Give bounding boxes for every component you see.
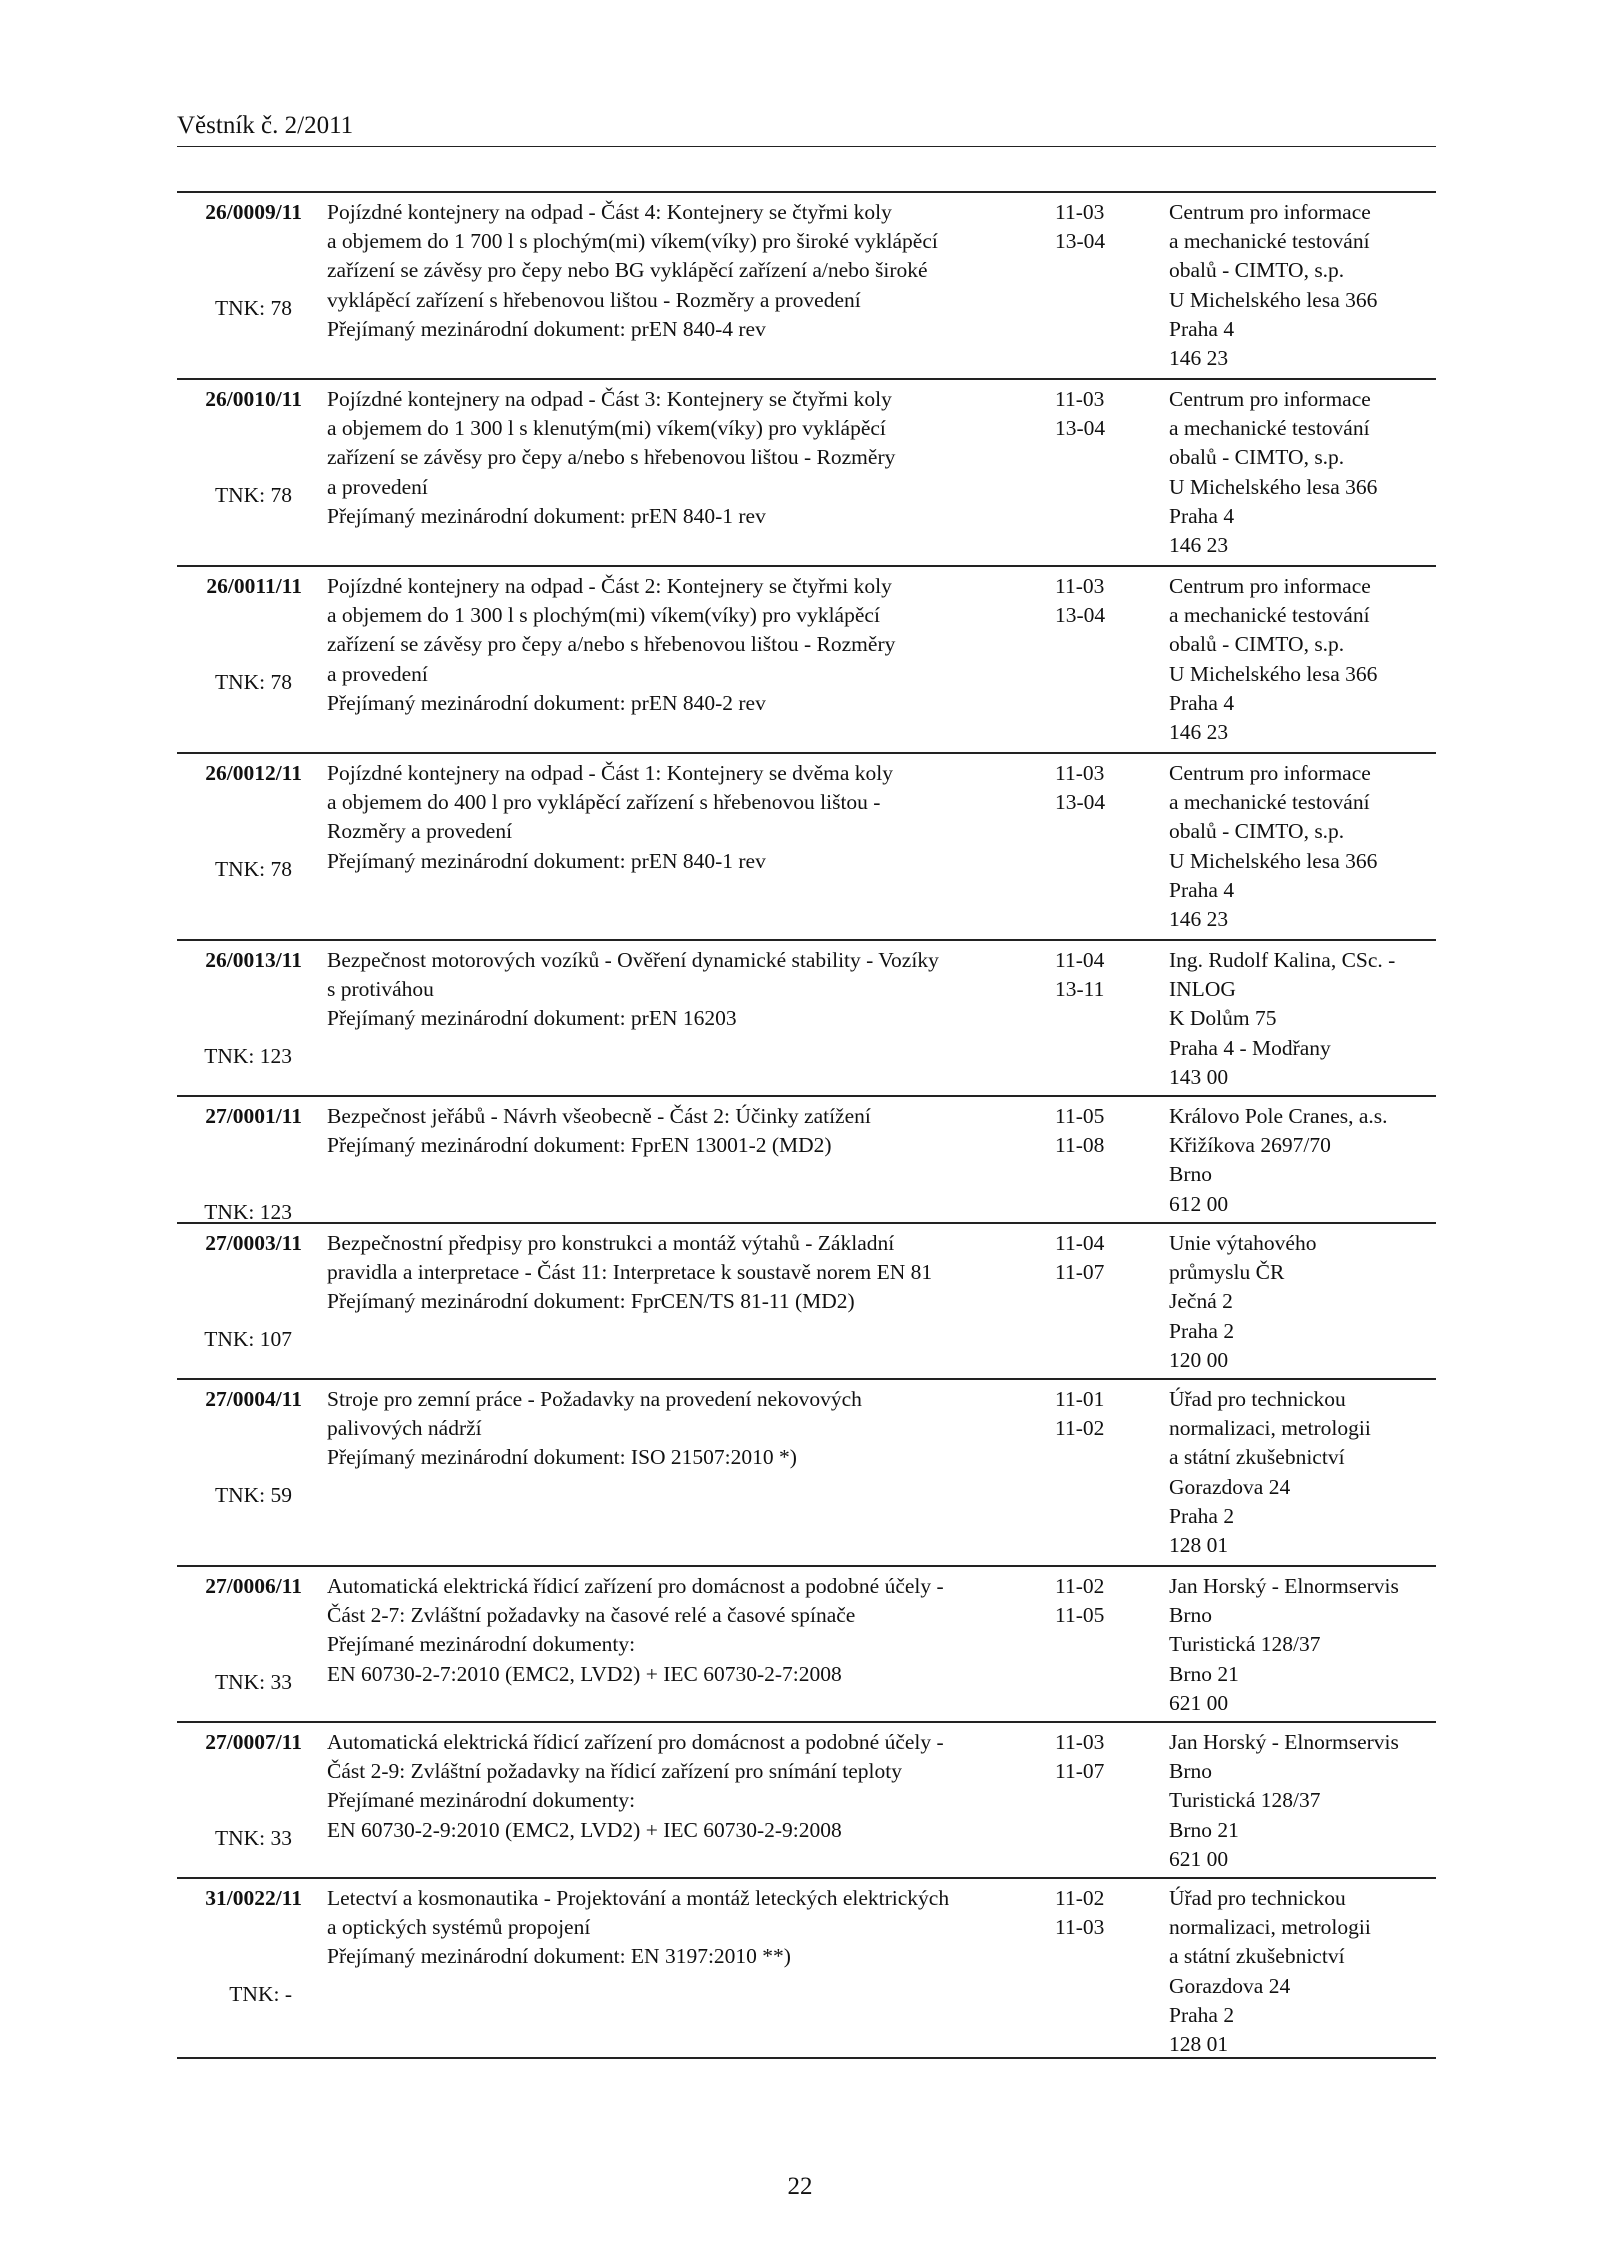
address-line: U Michelského lesa 366 — [1169, 661, 1378, 686]
tnk-label: TNK: 78 — [214, 857, 292, 881]
title-line: a provedení — [327, 661, 428, 686]
address-line: Brno — [1169, 1162, 1212, 1187]
date-code: 13-04 — [1055, 603, 1106, 628]
address-line: 120 00 — [1169, 1347, 1229, 1372]
entry-number: 26/0009/11 — [205, 200, 302, 224]
title-line: Přejímané mezinárodní dokumenty: — [327, 1788, 636, 1813]
entry-title — [327, 946, 939, 1034]
date-code: 11-04 — [1055, 1231, 1105, 1255]
address-line: 621 00 — [1169, 1846, 1229, 1871]
address-line: 146 23 — [1169, 906, 1229, 931]
page-number: 22 — [787, 2173, 813, 2200]
address-line: obalů - CIMTO, s.p. — [1169, 445, 1345, 470]
address-line: Centrum pro informace — [1169, 387, 1371, 411]
processor-address — [1169, 572, 1439, 747]
address-line: Gorazdova 24 — [1169, 1474, 1291, 1499]
standard-entry — [177, 1097, 1436, 1224]
address-line: Ječná 2 — [1169, 1289, 1233, 1314]
tnk-label: TNK: 33 — [214, 1826, 292, 1850]
processor-address — [1169, 946, 1439, 1092]
title-line: Automatická elektrická řídicí zařízení pro domácnost a podobné účely - — [327, 1730, 944, 1754]
address-line: Praha 2 — [1169, 1503, 1235, 1528]
processor-address — [1169, 385, 1439, 560]
standard-entry — [177, 1224, 1436, 1380]
address-line: Úřad pro technickou — [1169, 1886, 1346, 1910]
title-line: Bezpečnostní předpisy pro konstrukci a montáž výtahů - Základní — [327, 1231, 895, 1255]
entry-dates — [1055, 946, 1125, 1004]
entry-number: 27/0001/11 — [205, 1104, 302, 1128]
processor-address — [1169, 1385, 1439, 1560]
address-line: a státní zkušebnictví — [1169, 1445, 1345, 1470]
entry-title — [327, 1572, 944, 1689]
title-line: Přejímaný mezinárodní dokument: prEN 840-1 rev — [327, 848, 766, 873]
address-line: 146 23 — [1169, 532, 1229, 557]
address-line: 612 00 — [1169, 1191, 1229, 1216]
address-line: Brno — [1169, 1603, 1212, 1628]
entry-title — [327, 1385, 887, 1473]
entry-number: 27/0007/11 — [205, 1730, 302, 1754]
date-code: 11-03 — [1055, 200, 1105, 224]
date-code: 11-07 — [1055, 1759, 1105, 1784]
title-line: EN 60730-2-7:2010 (EMC2, LVD2) + IEC 60730-2-7:2008 — [327, 1661, 842, 1686]
title-line: Přejímaný mezinárodní dokument: FprEN 13001-2 (MD2) — [327, 1133, 832, 1158]
title-line: a objemem do 1 300 l s plochým(mi) víkem(víky) pro vyklápěcí — [327, 603, 880, 628]
processor-address — [1169, 759, 1439, 934]
tnk-label: TNK: 123 — [204, 1200, 292, 1224]
address-line: Praha 4 — [1169, 503, 1235, 528]
address-line: obalů - CIMTO, s.p. — [1169, 258, 1345, 283]
standard-entry — [177, 1380, 1436, 1567]
date-code: 11-03 — [1055, 761, 1105, 785]
title-line: Přejímaný mezinárodní dokument: ISO 21507:2010 *) — [327, 1445, 797, 1470]
title-line: Přejímaný mezinárodní dokument: prEN 840-1 rev — [327, 503, 766, 528]
address-line: Brno 21 — [1169, 1817, 1239, 1842]
title-line: EN 60730-2-9:2010 (EMC2, LVD2) + IEC 60730-2-9:2008 — [327, 1817, 842, 1842]
date-code: 11-02 — [1055, 1574, 1105, 1598]
address-line: Brno 21 — [1169, 1661, 1239, 1686]
address-line: a mechanické testování — [1169, 790, 1370, 815]
address-line: obalů - CIMTO, s.p. — [1169, 819, 1345, 844]
standard-entry — [177, 941, 1436, 1097]
entry-dates — [1055, 1102, 1125, 1160]
date-code: 11-05 — [1055, 1603, 1105, 1628]
entry-dates — [1055, 1884, 1125, 1942]
address-line: normalizaci, metrologii — [1169, 1416, 1371, 1441]
address-line: Jan Horský - Elnormservis — [1169, 1574, 1399, 1598]
date-code: 13-04 — [1055, 229, 1106, 254]
title-line: Přejímaný mezinárodní dokument: prEN 16203 — [327, 1006, 737, 1031]
date-code: 11-02 — [1055, 1416, 1105, 1441]
tnk-label: TNK: 78 — [214, 483, 292, 507]
entry-title — [327, 1884, 950, 1972]
title-line: a objemem do 1 700 l s plochým(mi) víkem(víky) pro široké vyklápěcí — [327, 229, 938, 254]
address-line: a mechanické testování — [1169, 416, 1370, 441]
address-line: 143 00 — [1169, 1064, 1229, 1089]
address-line: a mechanické testování — [1169, 603, 1370, 628]
processor-address — [1169, 1572, 1439, 1718]
title-line: a provedení — [327, 474, 428, 499]
address-line: Centrum pro informace — [1169, 574, 1371, 598]
address-line: průmyslu ČR — [1169, 1260, 1285, 1285]
standard-entry — [177, 1567, 1436, 1723]
entry-dates — [1055, 1385, 1125, 1443]
address-line: U Michelského lesa 366 — [1169, 474, 1378, 499]
address-line: 128 01 — [1169, 1532, 1229, 1557]
address-line: Praha 4 — [1169, 877, 1235, 902]
title-line: palivových nádrží — [327, 1416, 482, 1441]
standard-entry — [177, 567, 1436, 754]
title-line: a objemem do 1 300 l s klenutým(mi) víkem(víky) pro vyklápěcí — [327, 416, 886, 441]
title-line: Automatická elektrická řídicí zařízení pro domácnost a podobné účely - — [327, 1574, 944, 1598]
title-line: Letectví a kosmonautika - Projektování a montáž leteckých elektrických — [327, 1886, 950, 1910]
address-line: Ing. Rudolf Kalina, CSc. - — [1169, 948, 1396, 972]
entry-number: 26/0013/11 — [205, 948, 302, 972]
entry-dates — [1055, 385, 1125, 443]
standard-entry — [177, 380, 1436, 567]
processor-address — [1169, 1102, 1439, 1219]
date-code: 13-04 — [1055, 790, 1106, 815]
date-code: 11-03 — [1055, 387, 1105, 411]
standard-entry — [177, 1723, 1436, 1879]
address-line: K Dolům 75 — [1169, 1006, 1277, 1031]
entry-number: 27/0004/11 — [205, 1387, 302, 1411]
address-line: Praha 4 - Modřany — [1169, 1035, 1331, 1060]
address-line: U Michelského lesa 366 — [1169, 848, 1378, 873]
address-line: Centrum pro informace — [1169, 761, 1371, 785]
title-line: Stroje pro zemní práce - Požadavky na provedení nekovových — [327, 1387, 862, 1411]
entry-dates — [1055, 572, 1125, 630]
date-code: 11-04 — [1055, 948, 1105, 972]
title-line: Pojízdné kontejnery na odpad - Část 4: Kontejnery se čtyřmi koly — [327, 200, 892, 224]
title-line: s protiváhou — [327, 977, 434, 1002]
address-line: 621 00 — [1169, 1690, 1229, 1715]
title-line: Přejímaný mezinárodní dokument: FprCEN/TS 81-11 (MD2) — [327, 1289, 855, 1314]
entry-number: 26/0010/11 — [205, 387, 302, 411]
tnk-label: TNK: 59 — [214, 1483, 292, 1507]
processor-address — [1169, 198, 1439, 373]
address-line: U Michelského lesa 366 — [1169, 287, 1378, 312]
processor-address — [1169, 1728, 1439, 1874]
title-line: Část 2-9: Zvláštní požadavky na řídicí zařízení pro snímání teploty — [327, 1759, 902, 1784]
address-line: Turistická 128/37 — [1169, 1788, 1321, 1813]
address-line: Praha 2 — [1169, 2002, 1235, 2027]
entry-title — [327, 385, 896, 531]
entry-title — [327, 759, 894, 876]
entry-number: 26/0011/11 — [206, 574, 302, 598]
address-line: Centrum pro informace — [1169, 200, 1371, 224]
entry-title — [327, 1229, 933, 1317]
address-line: a mechanické testování — [1169, 229, 1370, 254]
date-code: 13-11 — [1055, 977, 1105, 1002]
entry-title — [327, 1102, 887, 1160]
address-line: Praha 4 — [1169, 690, 1235, 715]
tnk-label: TNK: 33 — [214, 1670, 292, 1694]
address-line: Královo Pole Cranes, a.s. — [1169, 1104, 1388, 1128]
entry-dates — [1055, 1229, 1125, 1287]
address-line: Brno — [1169, 1759, 1212, 1784]
date-code: 11-02 — [1055, 1886, 1105, 1910]
tnk-label: TNK: 107 — [204, 1327, 292, 1351]
title-line: Přejímané mezinárodní dokumenty: — [327, 1632, 636, 1657]
title-line: Část 2-7: Zvláštní požadavky na časové relé a časové spínače — [327, 1603, 856, 1628]
date-code: 11-03 — [1055, 1915, 1105, 1940]
address-line: Křižíkova 2697/70 — [1169, 1133, 1331, 1158]
journal-title: Věstník č. 2/2011 — [177, 112, 354, 139]
entry-number: 27/0003/11 — [205, 1231, 302, 1255]
standard-entry — [177, 1879, 1436, 2059]
entry-number: 27/0006/11 — [205, 1574, 302, 1598]
entry-number: 26/0012/11 — [205, 761, 302, 785]
title-line: a optických systémů propojení — [327, 1915, 591, 1940]
title-line: Přejímaný mezinárodní dokument: prEN 840-4 rev — [327, 316, 766, 341]
address-line: INLOG — [1169, 977, 1236, 1002]
address-line: Praha 2 — [1169, 1318, 1235, 1343]
entry-number: 31/0022/11 — [205, 1886, 302, 1910]
title-line: Pojízdné kontejnery na odpad - Část 1: Kontejnery se dvěma koly — [327, 761, 894, 785]
date-code: 11-03 — [1055, 574, 1105, 598]
title-line: Pojízdné kontejnery na odpad - Část 2: Kontejnery se čtyřmi koly — [327, 574, 892, 598]
date-code: 11-05 — [1055, 1104, 1105, 1128]
entry-dates — [1055, 1728, 1125, 1786]
processor-address — [1169, 1229, 1439, 1375]
address-line: Praha 4 — [1169, 316, 1235, 341]
title-line: zařízení se závěsy pro čepy nebo BG vyklápěcí zařízení a/nebo široké — [327, 258, 928, 283]
title-line: Bezpečnost jeřábů - Návrh všeobecně - Část 2: Účinky zatížení — [327, 1104, 871, 1128]
entry-dates — [1055, 759, 1125, 817]
address-line: Jan Horský - Elnormservis — [1169, 1730, 1399, 1754]
standard-entry — [177, 193, 1436, 380]
address-line: Úřad pro technickou — [1169, 1387, 1346, 1411]
header-divider — [177, 146, 1436, 147]
title-line: vyklápěcí zařízení s hřebenovou lištou - Rozměry a provedení — [327, 287, 861, 312]
title-line: zařízení se závěsy pro čepy a/nebo s hřebenovou lištou - Rozměry — [327, 445, 896, 470]
title-line: pravidla a interpretace - Část 11: Interpretace k soustavě norem EN 81 — [327, 1260, 933, 1285]
standards-list — [177, 191, 1436, 2059]
entry-title — [327, 572, 896, 718]
title-line: Pojízdné kontejnery na odpad - Část 3: Kontejnery se čtyřmi koly — [327, 387, 892, 411]
tnk-label: TNK: - — [229, 1982, 292, 2006]
date-code: 11-03 — [1055, 1730, 1105, 1754]
entry-title — [327, 198, 938, 344]
address-line: Turistická 128/37 — [1169, 1632, 1321, 1657]
address-line: Gorazdova 24 — [1169, 1973, 1291, 1998]
tnk-label: TNK: 123 — [204, 1044, 292, 1068]
title-line: Rozměry a provedení — [327, 819, 513, 844]
tnk-label: TNK: 78 — [214, 670, 292, 694]
title-line: a objemem do 400 l pro vyklápěcí zařízení s hřebenovou lištou - — [327, 790, 881, 815]
date-code: 11-08 — [1055, 1133, 1105, 1158]
address-line: normalizaci, metrologii — [1169, 1915, 1371, 1940]
date-code: 11-01 — [1055, 1387, 1105, 1411]
title-line: Bezpečnost motorových vozíků - Ověření dynamické stability - Vozíky — [327, 948, 939, 972]
entry-title — [327, 1728, 944, 1845]
entry-dates — [1055, 1572, 1125, 1630]
address-line: 128 01 — [1169, 2031, 1229, 2056]
date-code: 11-07 — [1055, 1260, 1105, 1285]
address-line: 146 23 — [1169, 345, 1229, 370]
tnk-label: TNK: 78 — [214, 296, 292, 320]
processor-address — [1169, 1884, 1439, 2059]
title-line: Přejímaný mezinárodní dokument: prEN 840-2 rev — [327, 690, 766, 715]
entry-dates — [1055, 198, 1125, 256]
title-line: Přejímaný mezinárodní dokument: EN 3197:2010 **) — [327, 1944, 791, 1969]
date-code: 13-04 — [1055, 416, 1106, 441]
address-line: 146 23 — [1169, 719, 1229, 744]
address-line: a státní zkušebnictví — [1169, 1944, 1345, 1969]
title-line: zařízení se závěsy pro čepy a/nebo s hřebenovou lištou - Rozměry — [327, 632, 896, 657]
address-line: obalů - CIMTO, s.p. — [1169, 632, 1345, 657]
standard-entry — [177, 754, 1436, 941]
address-line: Unie výtahového — [1169, 1231, 1317, 1255]
